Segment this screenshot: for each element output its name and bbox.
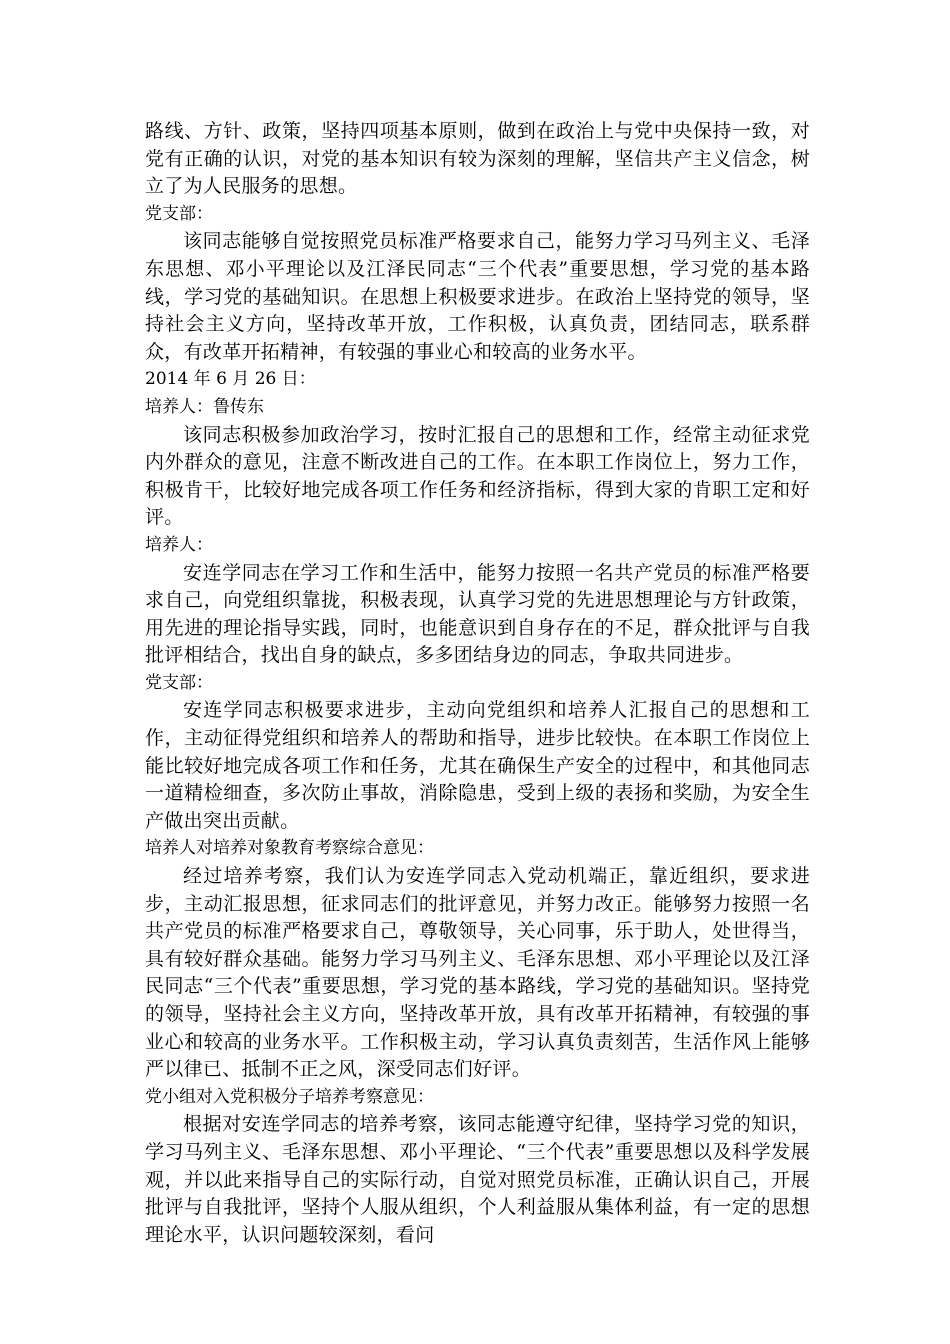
paragraph-continued: 路线、方针、政策，坚持四项基本原则，做到在政治上与党中央保持一致，对党有正确的认识，对党的基本知识有较为深刻的理解，坚信共产主义信念，树立了为人民服务的思想。 bbox=[145, 120, 810, 198]
section-label-cultivator: 培养人： bbox=[145, 534, 213, 555]
paragraph-party-branch-opinion-2: 安连学同志积极要求进步，主动向党组织和培养人汇报自己的思想和工作，主动征得党组织和培养人的帮助和指导，进步比较快。在本职工作岗位上能比较好地完成各项工作和任务，尤其在确保生产安全的过程中，和其他同志一道精检细查，多次防止事故，消除隐患，受到上级的表扬和奖励，为安全生产做出突出贡献。 bbox=[145, 699, 810, 832]
section-label-party-group-opinion: 党小组对入党积极分子培养考察意见： bbox=[145, 1086, 434, 1107]
paragraph-cultivator-opinion-2: 安连学同志在学习工作和生活中，能努力按照一名共产党员的标准严格要求自己，向党组织靠拢，积极表现，认真学习党的先进思想理论与方针政策，用先进的理论指导实践，同时，也能意识到自身存在的不足，群众批评与自我批评相结合，找出自身的缺点，多多团结身边的同志，争取共同进步。 bbox=[145, 561, 810, 667]
paragraph-party-group-opinion: 根据对安连学同志的培养考察，该同志能遵守纪律，坚持学习党的知识，学习马列主义、毛泽东思想、邓小平理论、“三个代表”重要思想以及科学发展观，并以此来指导自己的实际行动，自觉对照党员标准，正确认识自己，开展批评与自我批评，坚持个人服从组织，个人利益服从集体利益，有一定的思想理论水平，认识问题较深刻，看问 bbox=[145, 1113, 810, 1246]
section-label-party-branch-2: 党支部： bbox=[145, 672, 213, 693]
date-label: 2014 年 6 月 26 日： bbox=[145, 369, 316, 390]
section-label-comprehensive-opinion: 培养人对培养对象教育考察综合意见： bbox=[145, 838, 434, 859]
section-label-cultivator-named: 培养人：鲁传东 bbox=[145, 396, 264, 417]
paragraph-cultivator-opinion-1: 该同志积极参加政治学习，按时汇报自己的思想和工作，经常主动征求党内外群众的意见，注意不断改进自己的工作。在本职工作岗位上，努力工作，积极肯干，比较好地完成各项工作任务和经济指标，得到大家的肯职工定和好评。 bbox=[145, 423, 810, 529]
paragraph-party-branch-opinion: 该同志能够自觉按照党员标准严格要求自己，能努力学习马列主义、毛泽东思想、邓小平理论以及江泽民同志“三个代表”重要思想，学习党的基本路线，学习党的基础知识。在思想上积极要求进步。在政治上坚持党的领导，坚持社会主义方向，坚持改革开放，工作积极，认真负责，团结同志，联系群众，有改革开拓精神，有较强的事业心和较高的业务水平。 bbox=[145, 230, 810, 363]
paragraph-comprehensive-opinion: 经过培养考察，我们认为安连学同志入党动机端正，靠近组织，要求进步，主动汇报思想，征求同志们的批评意见，并努力改正。能够努力按照一名共产党员的标准严格要求自己，尊敬领导，关心同事，乐于助人，处世得当，具有较好群众基础。能努力学习马列主义、毛泽东思想、邓小平理论以及江泽民同志“三个代表”重要思想，学习党的基本路线，学习党的基础知识。坚持党的领导，坚持社会主义方向，坚持改革开放，具有改革开拓精神，有较强的事业心和较高的业务水平。工作积极主动，学习认真负责刻苦，生活作风上能够严以律已、抵制不正之风，深受同志们好评。 bbox=[145, 865, 810, 1081]
document-page bbox=[145, 118, 810, 1249]
section-label-party-branch: 党支部： bbox=[145, 203, 213, 224]
